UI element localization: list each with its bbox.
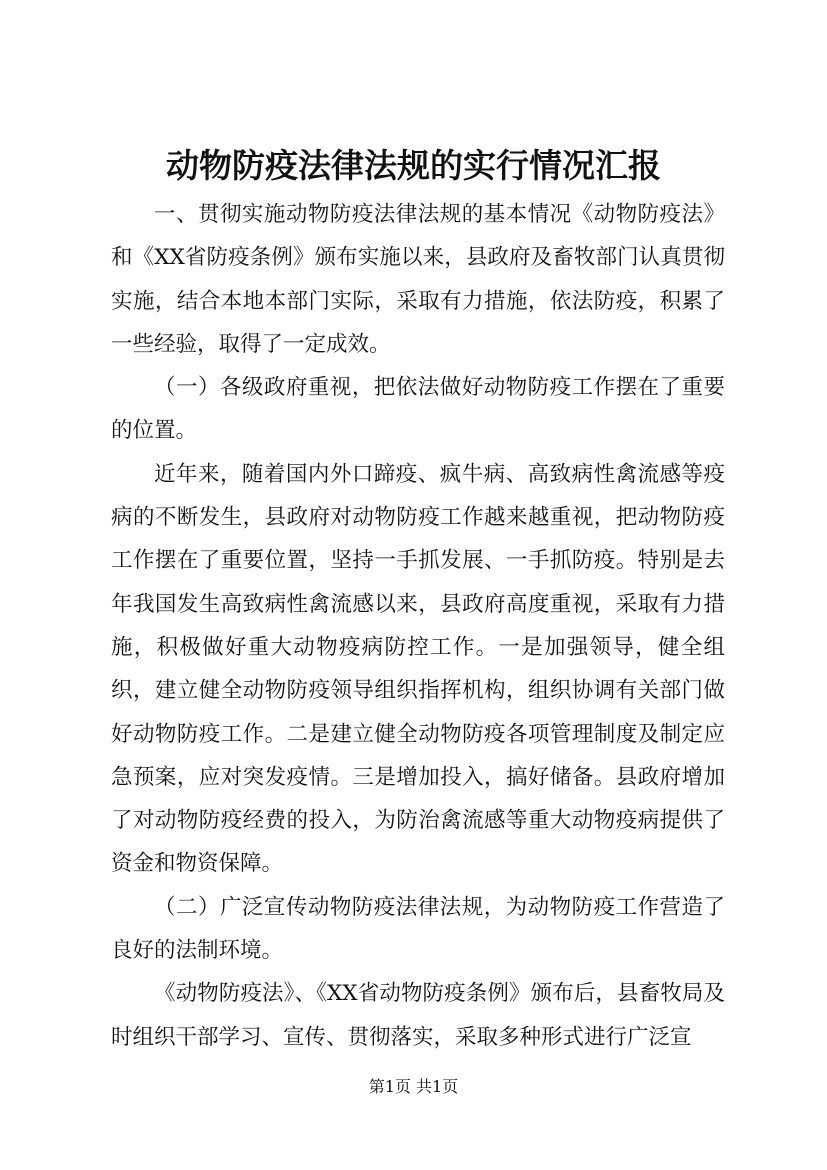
- paragraph-section-one-heading: （一）各级政府重视，把依法做好动物防疫工作摆在了重要的位置。: [111, 375, 725, 444]
- document-title: 动物防疫法律法规的实行情况汇报: [166, 146, 661, 185]
- paragraph-basic-situation: 一、贯彻实施动物防疫法律法规的基本情况《动物防疫法》和《XX省防疫条例》颁布实施以来，县政府及畜牧部门认真贯彻实施，结合本地本部门实际，采取有力措施，依法防疫，积累了一些经验，取得了一定成效。: [111, 202, 725, 357]
- paragraph-publicity: 《动物防疫法》、《XX省动物防疫条例》颁布后，县畜牧局及时组织干部学习、宣传、贯彻落实，采取多种形式进行广泛宣: [111, 981, 725, 1050]
- page-number-footer: 第1页 共1页: [368, 1077, 459, 1096]
- paragraph-recent-years: 近年来，随着国内外口蹄疫、疯牛病、高致病性禽流感等疫病的不断发生，县政府对动物防疫工作越来越重视，把动物防疫工作摆在了重要位置，坚持一手抓发展、一手抓防疫。特别是去年我国发生高致病性禽流感以来，县政府高度重视，采取有力措施，积极做好重大动物疫病防控工作。一是加强领导，健全组织，建立健全动物防疫领导组织指挥机构，组织协调有关部门做好动物防疫工作。二是建立健全动物防疫各项管理制度及制定应急预案，应对突发疫情。三是增加投入，搞好储备。县政府增加了对动物防疫经费的投入，为防治禽流感等重大动物疫病提供了资金和物资保障。: [111, 461, 725, 877]
- paragraph-section-two-heading: （二）广泛宣传动物防疫法律法规，为动物防疫工作营造了良好的法制环境。: [111, 894, 725, 964]
- document-body: [111, 193, 725, 1059]
